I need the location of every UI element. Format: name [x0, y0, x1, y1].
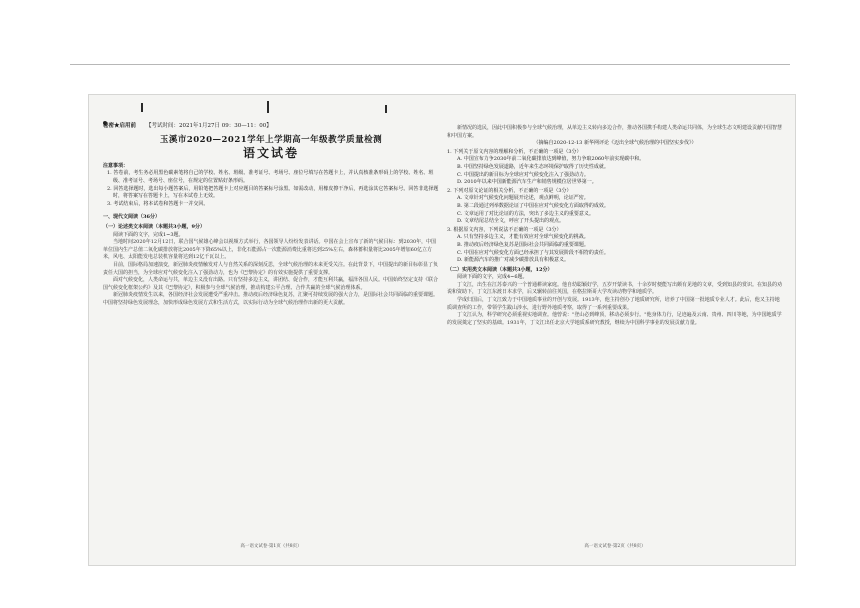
passage-paragraph: 新情况的选民，因此中国积极参与全球气候治理，从单边主义转向多边合作，推动各国携手构建人类命运共同体，为全球生态文明建设贡献中国智慧和中国方案。 [447, 125, 783, 139]
passage-paragraph: 当地时间2020年12月12日，联合国气候雄心峰会以视频方式举行，各国领导人纷纷发表讲话。中国在会上宣布了新的气候目标：到2030年，中国单位国内生产总值二氧化碳排放将比2005年下降65%以上，非化石能源占一次能源消费比重将达到25%左右，森林蓄积量将比2005年增加60亿立方米，风电、太阳能发电总装机容量将达到12亿千瓦以上。 [103, 239, 437, 261]
passage-paragraph: 新冠肺炎疫情发生以来，各国经济社会发展遭受严重冲击。推动疫后经济绿色复苏，汇聚可持续发展的强大合力，是国际社会共同面临的重要课题。中国将坚持绿色发展理念，加快形成绿色发展方式和生活方式，以实际行动为全球气候治理作出新的更大贡献。 [103, 292, 439, 306]
secret-label: 秘密★启用前 [103, 123, 137, 129]
note-item: 3. 考试结束后，将本试卷和答题卡一并交回。 [107, 200, 209, 207]
exam-page-2 [447, 103, 783, 555]
top-rule [70, 64, 790, 65]
question-option: B. 推动疫后经济绿色复苏是国际社会共同面临的重要课题。 [457, 241, 589, 248]
notes-heading: 注意事项： [103, 162, 129, 169]
passage-paragraph: 目前，国际格局加速演变，新冠肺炎疫情触发对人与自然关系的深刻反思，全球气候治理的未来更受关注。在此背景下，中国提出的新目标彰显了负责任大国的担当，为全球应对气候变化注入了强劲动力，也为《巴黎协定》的有效实施提供了重要支撑。 [103, 261, 439, 276]
passage-paragraph: 丁文江认为，科学研究必须重视实地调查。他曾说："登山必到峰顶，移动必须步行。"他身体力行，足迹遍及云南、贵州、四川等地，为中国地质学的发展奠定了坚实的基础。1931年，丁文江出任北京大学地质系研究教授，继续为中国科学事业的发展贡献力量。 [447, 312, 782, 326]
exam-page-1 [103, 103, 439, 555]
exam-time: 【考试时间：2021年1月27日 09：30—11：00】 [146, 123, 272, 129]
exam-title: 玉溪市2020—2021学年上学期高一年级教学质量检测 [159, 134, 383, 145]
exam-header [103, 123, 439, 131]
note-item: 1. 答卷前，考生务必用黑色碳素笔将自己的学校、姓名、班级、准考证号、考场号、座位号填写在答题卡上，并认真核准条形码上的学校、姓名、班级、准考证号、考场号、座位号，在规定的位置贴好条形码。 [107, 170, 434, 184]
question-stem: 2. 下列对原文论证的相关分析，不正确的一项是（3分） [447, 187, 572, 194]
part-heading: （二）实用类文本阅读（本题共3小题，12分） [447, 266, 553, 273]
question-stem: 1. 下列关于原文内容的理解和分析，不正确的一项是（3分） [447, 148, 582, 155]
question-option: D. 2010年以来中国新能源汽车生产和销售规模位居世界第一。 [457, 179, 597, 186]
question-option: A. 文章针对气候变化问题展开论述，观点鲜明，论证严密。 [457, 195, 589, 202]
scanned-exam-sheet [88, 94, 796, 566]
section-heading: 一、现代文阅读（36分） [103, 214, 160, 221]
passage-paragraph: 丁文江，出生在江苏泰兴的一个普通耕读家庭。他自幼聪颖好学，五岁开蒙读书，十余岁时便能写出颇有见地的文章，受到知县的赏识。在知县的劝说和资助下，丁文江东渡日本求学，后又辗转前往英国，在格拉斯哥大学攻读动物学和地质学。 [447, 281, 783, 296]
note-item: 2. 回答选择题时，选出每小题答案后，用铅笔把答题卡上对应题目的答案标号涂黑。如需改动，用橡皮擦干净后，再选涂其它答案标号。回答非选择题时，将答案写在答题卡上，写在本试卷上无效。 [107, 185, 439, 200]
question-option: C. 中国提出的新目标为全球应对气候变化注入了强劲动力。 [457, 171, 589, 178]
question-option: C. 文章运用了对比论证的方法，突出了多边主义的重要意义。 [457, 210, 594, 217]
source-note: （摘编自2020-12-13 新华网评论《迈出全球气候治理的中国坚实步伐》） [533, 140, 697, 147]
question-option: B. 第二段通过列举数据论证了中国在应对气候变化方面取得的成效。 [457, 202, 609, 209]
question-option: A. 中国宣布力争2030年前二氧化碳排放达到峰值，努力争取2060年前实现碳中和。 [457, 156, 645, 163]
question-option: D. 文章结尾总结全文，呼应了开头提出的观点。 [457, 218, 565, 225]
page-footer: 高一语文试卷·第2页（共8页） [584, 544, 646, 550]
question-option: B. 中国坚持绿色发展道路，近年来生态环境保护取得了历史性成就。 [457, 163, 609, 170]
exam-subtitle: 语文试卷 [242, 146, 299, 161]
question-stem: 3. 根据原文内容，下列说法不正确的一项是（3分） [447, 226, 562, 233]
question-option: C. 中国在应对气候变化方面已经承担了与其发展阶段不相符的责任。 [457, 249, 609, 256]
question-option: A. 只有坚持多边主义，才能有效应对全球气候变化的挑战。 [457, 234, 589, 241]
part-heading: （一）论述类文本阅读（本题共3小题，9分） [103, 223, 205, 230]
passage-paragraph: 学成归国后，丁文江致力于中国地质事业的开创与发展。1913年，他主持创办了地质研究所，培养了中国第一批地质专业人才。此后，他又主持地质调查所的工作，带领学生跋山涉水，进行野外地质考察，取得了一系列重要成果。 [447, 297, 780, 311]
passage-paragraph: 面对气候变化，人类命运与共，单边主义没有出路。只有坚持多边主义，讲团结、促合作，才能互利共赢，福泽各国人民。中国始终坚定支持《联合国气候变化框架公约》及其《巴黎协定》，积极参与全球气候治理，推动构建公平合理、合作共赢的全球气候治理体系。 [103, 277, 439, 291]
part-intro: 阅读下面的文字，完成4~6题。 [457, 274, 528, 281]
part-intro: 阅读下面的文字，完成1~3题。 [113, 231, 184, 238]
question-option: D. 新能源汽车的推广对减少碳排放具有积极意义。 [457, 257, 570, 264]
page-footer: 高一语文试卷·第1页（共8页） [240, 544, 302, 550]
